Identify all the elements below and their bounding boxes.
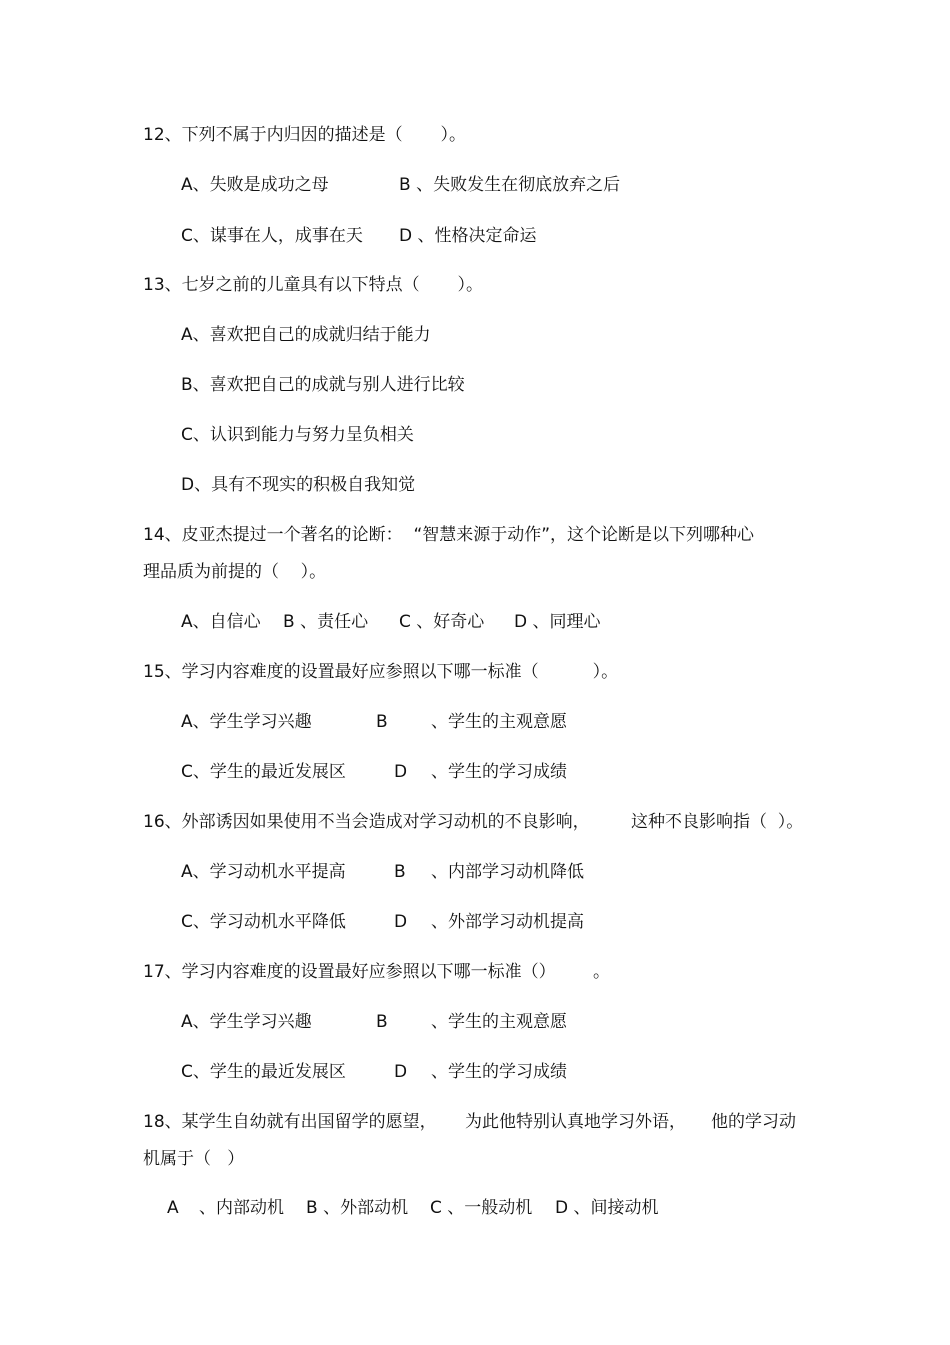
option-a: A、学生学习兴趣 [181,1012,312,1032]
option-a: A、失败是成功之母 [181,175,329,195]
option-b: B 、外部动机 [306,1198,409,1218]
option-b: B 、失败发生在彻底放弃之后 [399,175,621,195]
option-b-letter: B [376,1012,388,1032]
option-b-text: 、学生的主观意愿 [431,712,567,732]
option-c: C 、好奇心 [399,612,485,632]
option-b: B 、责任心 [283,612,369,632]
question-13-option-d: D、具有不现实的积极自我知觉 [181,475,416,495]
question-18-stem-line-1 [143,1110,796,1134]
question-16-stem-tail: 这种不良影响指（ ）。 [631,812,804,832]
question-12-options-row-1 [181,173,621,197]
question-17-options-row-1 [181,1010,567,1034]
option-b-text: 、内部学习动机降低 [431,862,584,882]
question-16-stem [143,810,804,834]
question-18-stem-part-2: 为此他特别认真地学习外语， [465,1112,686,1132]
question-16-options-row-2 [181,910,584,934]
question-14-stem-line-1: 14、皮亚杰提过一个著名的论断： “智慧来源于动作”，这个论断是以下列哪种心 [143,525,755,545]
option-c: C、学生的最近发展区 [181,1062,346,1082]
question-15-options-row-2 [181,760,567,784]
option-a: A、自信心 [181,612,261,632]
option-d-letter: D [394,1062,408,1082]
question-16-stem-text: 16、外部诱因如果使用不当会造成对学习动机的不良影响， [143,812,590,832]
question-15-stem: 15、学习内容难度的设置最好应参照以下哪一标准（ ）。 [143,662,619,682]
option-d: D 、间接动机 [555,1198,659,1218]
option-b-text: 、学生的主观意愿 [431,1012,567,1032]
option-a-letter: A [167,1198,179,1218]
option-a-text: 、内部动机 [199,1198,284,1218]
question-16-options-row-1 [181,860,584,884]
question-15-options-row-1 [181,710,567,734]
question-17-stem-text: 17、学习内容难度的设置最好应参照以下哪一标准（） [143,962,556,982]
option-b-letter: B [376,712,388,732]
option-d-text: 、学生的学习成绩 [431,762,567,782]
option-b-letter: B [394,862,406,882]
option-d-letter: D [394,912,408,932]
question-18-options-row [167,1196,659,1220]
option-a: A、学生学习兴趣 [181,712,312,732]
option-c: C 、一般动机 [430,1198,533,1218]
question-12-options-row-2 [181,224,537,248]
question-17-stem [143,960,610,984]
question-14-stem-line-2: 理品质为前提的（ ）。 [143,562,327,582]
question-13-option-b: B、喜欢把自己的成就与别人进行比较 [181,375,465,395]
question-17-options-row-2 [181,1060,567,1084]
option-d: D 、性格决定命运 [399,226,537,246]
option-d-text: 、学生的学习成绩 [431,1062,567,1082]
question-13-option-c: C、认识到能力与努力呈负相关 [181,425,414,445]
option-d-letter: D [394,762,408,782]
question-17-stem-tail: 。 [593,962,610,982]
question-13-stem: 13、七岁之前的儿童具有以下特点（ ）。 [143,275,483,295]
question-12-stem: 12、下列不属于内归因的描述是（ ）。 [143,125,466,145]
option-d: D 、同理心 [514,612,601,632]
option-c: C、学生的最近发展区 [181,762,346,782]
question-18-stem-text: 18、某学生自幼就有出国留学的愿望， [143,1112,437,1132]
option-c: C、学习动机水平降低 [181,912,346,932]
option-a: A、学习动机水平提高 [181,862,346,882]
question-14-options-row [181,610,601,634]
question-13-option-a: A、喜欢把自己的成就归结于能力 [181,325,431,345]
question-18-stem-line-2: 机属于（ ） [143,1149,245,1169]
question-18-stem-part-3: 他的学习动 [711,1112,796,1132]
option-c: C、谋事在人，成事在天 [181,226,363,246]
option-d-text: 、外部学习动机提高 [431,912,584,932]
